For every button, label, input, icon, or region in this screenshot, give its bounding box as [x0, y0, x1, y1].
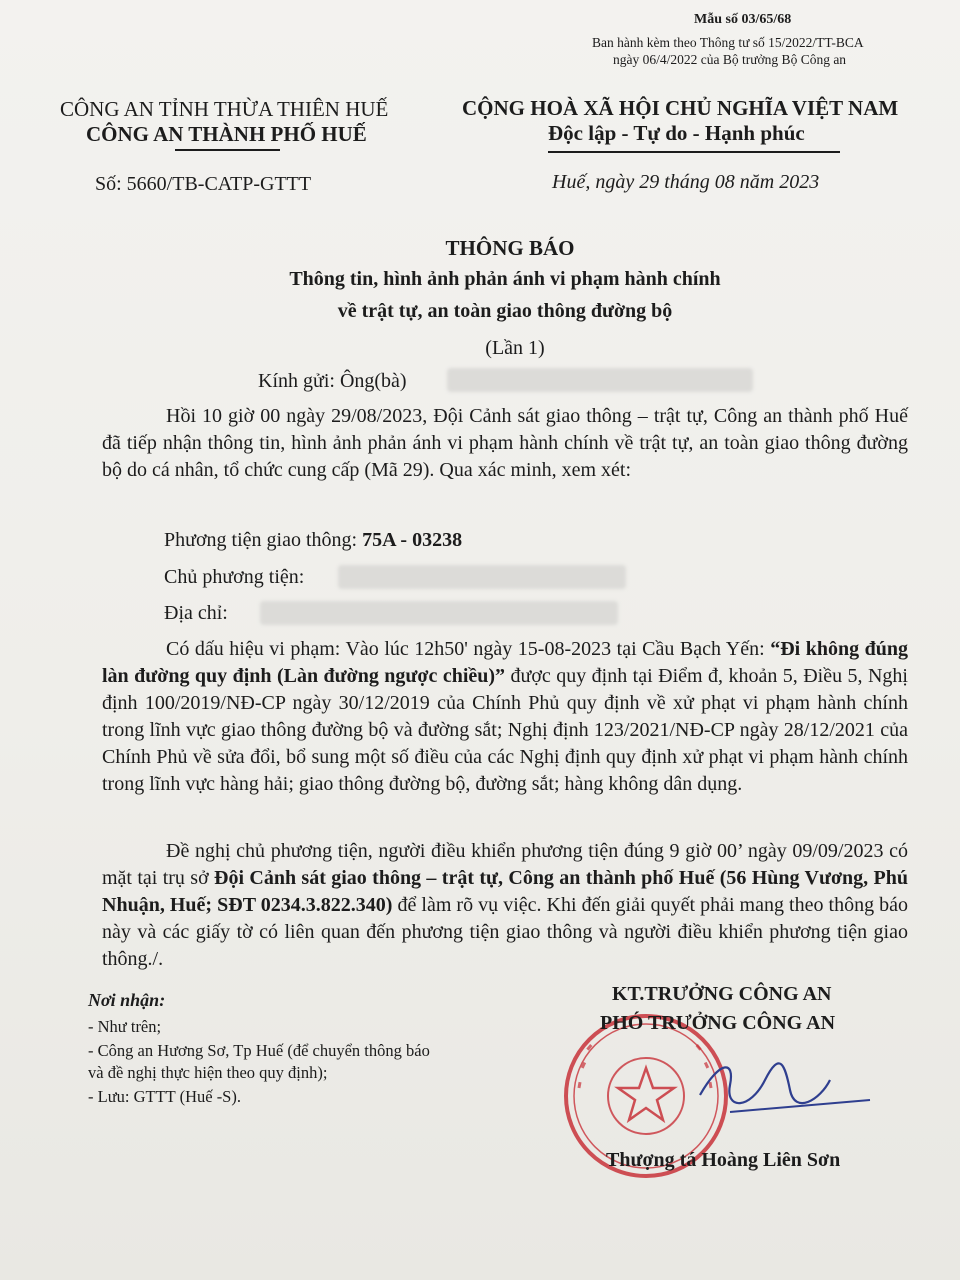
intro-text: Hồi 10 giờ 00 ngày 29/08/2023, Đội Cảnh sát giao thông – trật tự, Công an thành phố Huế đã tiếp nhận thông tin, hình ảnh phản ánh vi phạm hành chính về trật tự, an toàn giao thông đường bộ do cá nhân, tổ chức cung cấp (Mã 29). Qua xác minh, xem xét: — [102, 405, 908, 481]
vehicle-plate: 75A - 03238 — [362, 529, 463, 551]
intro-paragraph — [102, 403, 908, 484]
national-motto: Độc lập - Tự do - Hạnh phúc — [548, 121, 805, 145]
request-location: Đội Cảnh sát giao thông – trật tự, Công an thành phố Huế (56 Hùng Vương, Phú Nhuận, Huế; SĐT 0234.3.822.340) — [102, 867, 908, 916]
signer-title-line-2: PHÓ TRƯỞNG CÔNG AN — [600, 1012, 836, 1034]
vehicle-label: Phương tiện giao thông: — [164, 529, 363, 551]
request-paragraph — [102, 838, 908, 973]
owner-label: Chủ phương tiện: — [164, 566, 305, 588]
issuing-agency-parent: CÔNG AN TỈNH THỪA THIÊN HUẾ — [60, 97, 389, 121]
redacted-owner — [338, 565, 626, 589]
violation-legal-basis: được quy định tại Điểm đ, khoản 5, Điều 5, Nghị định 100/2019/NĐ-CP ngày 30/12/2019 của Chính Phủ quy định về xử phạt vi phạm hành chính trong lĩnh vực giao thông đường bộ và đường sắt; Nghị định 123/2021/NĐ-CP ngày 28/12/2021 của Chính Phủ về sửa đổi, bổ sung một số điều của các Nghị định quy định xử phạt vi phạm hành chính trong lĩnh vực hàng hải; giao thông đường bộ, đường sắt; hàng không dân dụng. — [102, 665, 908, 795]
request-lead: Đề nghị chủ phương tiện, người điều khiển phương tiện đúng 9 giờ 00’ ngày 09/09/2023 có mặt tại trụ sở — [102, 840, 908, 889]
violation-description: “Đi không đúng làn đường quy định (Làn đường ngược chiều)” — [102, 638, 908, 687]
form-note-line-1: Ban hành kèm theo Thông tư số 15/2022/TT-BCA — [592, 35, 864, 50]
recipient-item: - Như trên; — [88, 1017, 162, 1036]
violation-lead: Có dấu hiệu vi phạm: Vào lúc 12h50' ngày 15-08-2023 tại Cầu Bạch Yến: — [166, 638, 771, 660]
request-rest: để làm rõ vụ việc. Khi đến giải quyết phải mang theo thông báo này và các giấy tờ có liên quan đến phương tiện giao thông và người điều khiển phương tiện giao thông./. — [102, 894, 909, 970]
recipient-item: - Lưu: GTTT (Huế -S). — [88, 1087, 241, 1106]
redacted-name — [447, 368, 753, 392]
document-number: Số: 5660/TB-CATP-GTTT — [95, 173, 312, 195]
form-note-line-2: ngày 06/4/2022 của Bộ trưởng Bộ Công an — [613, 52, 847, 67]
recipient-item: và đề nghị thực hiện theo quy định); — [88, 1063, 328, 1082]
signer-title-line-1: KT.TRƯỞNG CÔNG AN — [612, 983, 832, 1005]
recipient-item: - Công an Hương Sơ, Tp Huế (để chuyển thông báo — [88, 1041, 430, 1060]
vehicle-line — [164, 529, 462, 552]
redacted-address — [260, 601, 618, 625]
document-date: Huế, ngày 29 tháng 08 năm 2023 — [552, 171, 820, 193]
issuing-agency: CÔNG AN THÀNH PHỐ HUẾ — [86, 122, 367, 146]
national-title: CỘNG HOÀ XÃ HỘI CHỦ NGHĨA VIỆT NAM — [462, 96, 899, 120]
violation-paragraph — [102, 636, 908, 798]
handwritten-signature — [690, 1040, 880, 1130]
addressee-label: Kính gửi: Ông(bà) — [258, 370, 407, 392]
address-label: Địa chỉ: — [164, 602, 228, 624]
agency-underline — [175, 149, 280, 151]
recipients-heading: Nơi nhận: — [88, 990, 166, 1010]
document-subtitle-2: về trật tự, an toàn giao thông đường bộ — [337, 300, 673, 322]
motto-underline — [548, 151, 840, 153]
form-number: Mẫu số 03/65/68 — [694, 12, 792, 27]
document-title: THÔNG BÁO — [445, 236, 575, 260]
signer-name: Thượng tá Hoàng Liên Sơn — [606, 1149, 841, 1171]
document-subtitle-1: Thông tin, hình ảnh phản ánh vi phạm hành chính — [289, 268, 721, 290]
notice-round: (Lần 1) — [485, 337, 545, 359]
